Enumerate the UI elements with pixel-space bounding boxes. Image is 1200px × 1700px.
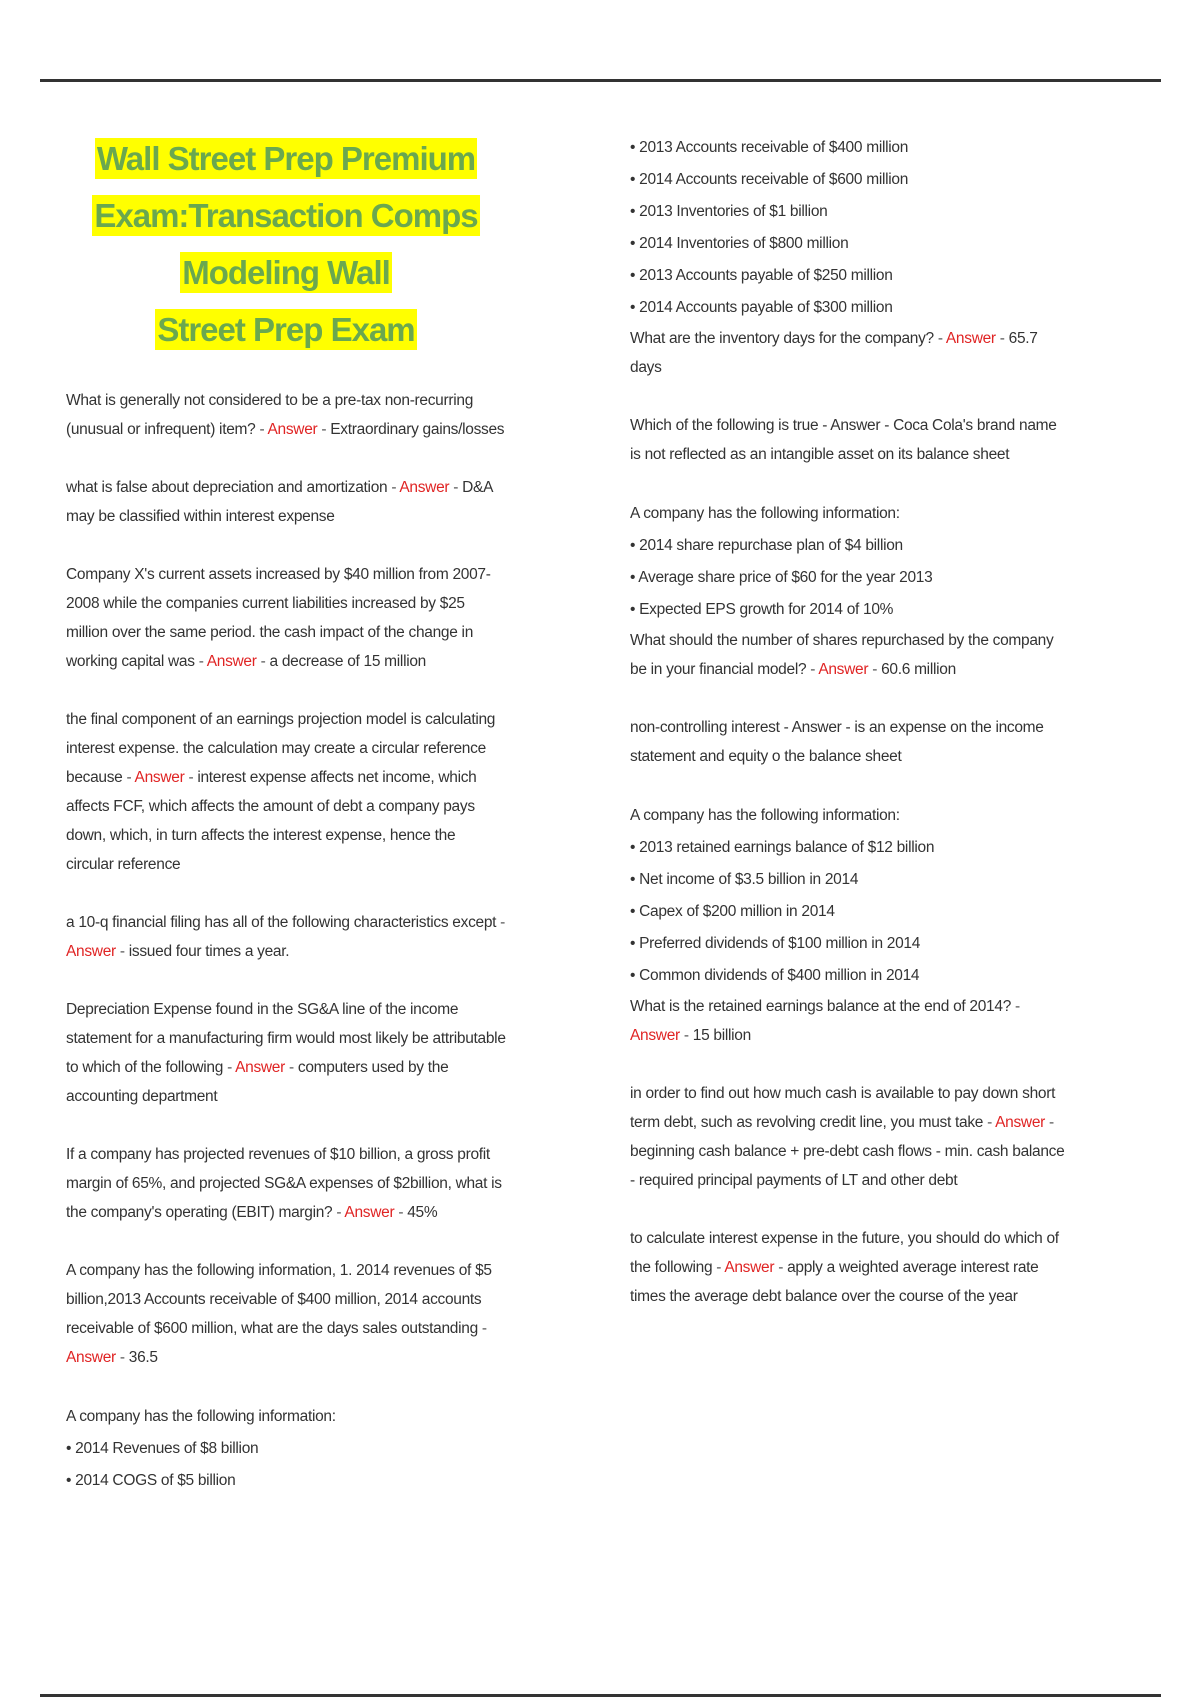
- answer-label: Answer: [945, 330, 996, 347]
- qa-item: What is generally not considered to be a pre-tax non-recurring (unusual or infrequent) item? - Answer - Extraordinary gains/losses: [66, 392, 505, 438]
- answer-text: a decrease of 15 million: [269, 653, 427, 670]
- bullet: • Common dividends of $400 million in 2014: [630, 967, 920, 984]
- left-column: [66, 130, 506, 1497]
- left-tail-bullet: • 2014 Revenues of $8 billion: [66, 1440, 259, 1457]
- answer-label: Answer: [399, 479, 450, 496]
- answer-label: Answer: [66, 943, 116, 960]
- question-text: What is the retained earnings balance at the end of 2014?: [630, 998, 1012, 1015]
- question-text: a 10-q financial filing has all of the following characteristics except: [66, 914, 497, 931]
- qa-item: If a company has projected revenues of $10 billion, a gross profit margin of 65%, and projected SG&A expenses of $2billion, what is the company's operating (EBIT) margin? - Answer - 45%: [66, 1146, 502, 1221]
- question-text: What should the number of shares repurchased by the company be in your financial model?: [630, 632, 1054, 678]
- bullet: • Preferred dividends of $100 million in 2014: [630, 935, 921, 952]
- answer-text: apply a weighted average interest rate times the average debt balance over the course of the year: [630, 1259, 1039, 1305]
- title-line-3: Street Prep Exam: [157, 311, 415, 348]
- answer-label: Answer: [206, 653, 257, 670]
- qa-item: A company has the following information, 1. 2014 revenues of $5 billion,2013 Accounts receivable of $400 million, 2014 accounts receivable of $600 million, what are the days sales outstanding - Answer - 36.5: [66, 1262, 492, 1366]
- bullet: • Average share price of $60 for the year 2013: [630, 569, 933, 586]
- bullet: • 2014 Inventories of $800 million: [630, 235, 849, 252]
- bullet: • Expected EPS growth for 2014 of 10%: [630, 601, 894, 618]
- answer-label: Answer: [818, 661, 869, 678]
- question-text: Which of the following is true - Answer - Coca Cola's brand name is not reflected as an intangible asset on its balance sheet: [630, 417, 1057, 463]
- inventory-days-block: • 2013 Accounts receivable of $400 million • 2014 Accounts receivable of $600 million • 2013 Inventories of $1 billion • 2014 Inventories of $800 million • 2013 Accounts payable of $250 million • 2014 Accounts payable of $300 million What are the inventory days for the company? - Answer - 65.7 days: [630, 132, 1070, 382]
- left-tail-block: [66, 1401, 506, 1497]
- left-qa-list: [66, 386, 506, 1372]
- question-text: Depreciation Expense found in the SG&A line of the income statement for a manufacturing firm would most likely be attributable to which of the following: [66, 1001, 506, 1076]
- coke-block: [630, 411, 1070, 469]
- answer-text: 36.5: [128, 1349, 158, 1366]
- left-tail-intro: A company has the following information:: [66, 1408, 336, 1425]
- answer-text: D&A may be classified within interest expense: [66, 479, 493, 525]
- question-text: the final component of an earnings projection model is calculating interest expense. the calculation may create a circular reference because: [66, 711, 496, 786]
- bullet: • 2013 Accounts payable of $250 million: [630, 267, 893, 284]
- qa-item: what is false about depreciation and amortization - Answer - D&A may be classified within interest expense: [66, 479, 493, 525]
- answer-text: beginning cash balance + pre-debt cash flows - min. cash balance - required principal payments of LT and other debt: [630, 1143, 1065, 1189]
- repurchase-block: A company has the following information: • 2014 share repurchase plan of $4 billion • Average share price of $60 for the year 2013 • Expected EPS growth for 2014 of 10% What should the number of shares repurchased by the company be in your financial model? - Answer - 60.6 million: [630, 498, 1070, 684]
- bullet: • 2014 share repurchase plan of $4 billion: [630, 537, 903, 554]
- question-text: What is generally not considered to be a pre-tax non-recurring (unusual or infrequent) item?: [66, 392, 474, 438]
- bullet: • 2014 Accounts receivable of $600 million: [630, 171, 909, 188]
- answer-text: 60.6 million: [881, 661, 956, 678]
- right-qa-list: [630, 1079, 1070, 1311]
- answer-label: Answer: [724, 1259, 775, 1276]
- qa-item: a 10-q financial filing has all of the following characteristics except - Answer - issued four times a year.: [66, 914, 506, 960]
- block-intro: A company has the following information:: [630, 505, 900, 522]
- answer-text: Extraordinary gains/losses: [330, 421, 505, 438]
- bottom-rule: [40, 1694, 1161, 1697]
- question-text: Company X's current assets increased by $40 million from 2007-2008 while the companies current liabilities increased by $25 million over the same period. the cash impact of the change in working capital was: [66, 566, 491, 670]
- answer-text: 45%: [407, 1204, 438, 1221]
- answer-label: Answer: [235, 1059, 285, 1076]
- retained-earnings-block: A company has the following information: • 2013 retained earnings balance of $12 billion • Net income of $3.5 billion in 2014 • Capex of $200 million in 2014 • Preferred dividends of $100 million in 2014 • Common dividends of $400 million in 2014 What is the retained earnings balance at the end of 2014? - Answer - 15 billion: [630, 800, 1070, 1050]
- question-text: what is false about depreciation and amortization: [66, 479, 388, 496]
- left-tail-bullet: • 2014 COGS of $5 billion: [66, 1472, 236, 1489]
- answer-text: 65.7 days: [630, 330, 1038, 376]
- question-text: non-controlling interest - Answer - is an expense on the income statement and equity o the balance sheet: [630, 719, 1044, 765]
- question-text: in order to find out how much cash is available to pay down short term debt, such as revolving credit line, you must take: [630, 1085, 1056, 1131]
- answer-label: Answer: [134, 769, 185, 786]
- document-title: [66, 130, 506, 358]
- right-column: [630, 132, 1070, 1340]
- qa-item: the final component of an earnings projection model is calculating interest expense. the calculation may create a circular reference because - Answer - interest expense affects net income, which affects FCF, which affects the amount of debt a company pays down, which, in turn affects the interest expense, hence the circular reference: [66, 711, 496, 873]
- answer-label: Answer: [66, 1349, 116, 1366]
- question-text: If a company has projected revenues of $10 billion, a gross profit margin of 65%, and projected SG&A expenses of $2billion, what is the company's operating (EBIT) margin?: [66, 1146, 502, 1221]
- qa-item: Company X's current assets increased by $40 million from 2007-2008 while the companies current liabilities increased by $25 million over the same period. the cash impact of the change in working capital was - Answer - a decrease of 15 million: [66, 566, 491, 670]
- answer-label: Answer: [995, 1114, 1046, 1131]
- answer-label: Answer: [630, 1027, 680, 1044]
- title-line-2: Exam:Transaction Comps Modeling Wall: [94, 197, 478, 291]
- bullet: • Net income of $3.5 billion in 2014: [630, 871, 859, 888]
- qa-item: Depreciation Expense found in the SG&A line of the income statement for a manufacturing firm would most likely be attributable to which of the following - Answer - computers used by the accounting department: [66, 1001, 506, 1105]
- answer-text: computers used by the accounting department: [66, 1059, 449, 1105]
- title-line-1: Wall Street Prep Premium: [96, 140, 476, 177]
- question-text: to calculate interest expense in the future, you should do which of the following: [630, 1230, 1059, 1276]
- bullet: • 2013 Inventories of $1 billion: [630, 203, 828, 220]
- answer-label: Answer: [267, 421, 318, 438]
- block-intro: A company has the following information:: [630, 807, 900, 824]
- qa-item: to calculate interest expense in the future, you should do which of the following - Answer - apply a weighted average interest rate times the average debt balance over the course of the year: [630, 1230, 1059, 1305]
- bullet: • 2013 retained earnings balance of $12 billion: [630, 839, 935, 856]
- answer-text: 15 billion: [692, 1027, 751, 1044]
- question-text: A company has the following information, 1. 2014 revenues of $5 billion,2013 Accounts receivable of $400 million, 2014 accounts receivable of $600 million, what are the days sales outstanding: [66, 1262, 492, 1337]
- qa-item: in order to find out how much cash is available to pay down short term debt, such as revolving credit line, you must take - Answer - beginning cash balance + pre-debt cash flows - min. cash balance - required principal payments of LT and other debt: [630, 1085, 1065, 1189]
- bullet: • Capex of $200 million in 2014: [630, 903, 835, 920]
- answer-label: Answer: [344, 1204, 395, 1221]
- nci-block: [630, 713, 1070, 771]
- question-text: What are the inventory days for the company?: [630, 330, 934, 347]
- bullet: • 2014 Accounts payable of $300 million: [630, 299, 893, 316]
- answer-text: interest expense affects net income, which affects FCF, which affects the amount of debt a company pays down, which, in turn affects the interest expense, hence the circular reference: [66, 769, 477, 873]
- top-rule: [40, 79, 1161, 82]
- answer-text: issued four times a year.: [128, 943, 290, 960]
- bullet: • 2013 Accounts receivable of $400 million: [630, 139, 909, 156]
